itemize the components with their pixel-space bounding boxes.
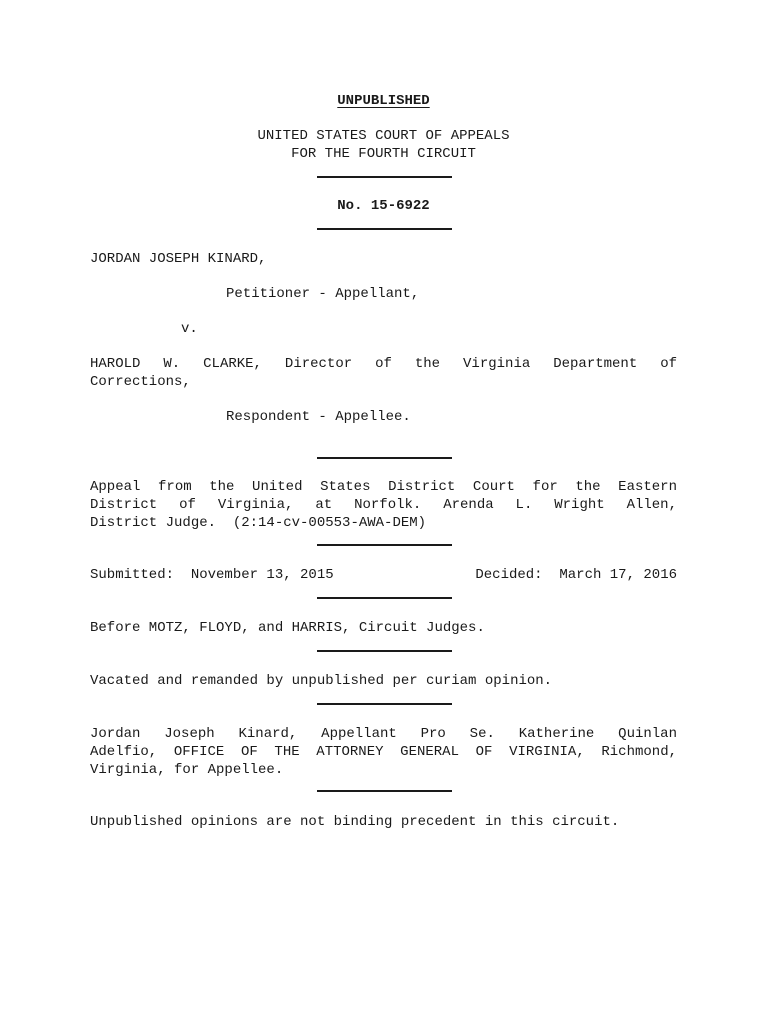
submitted-date: Submitted: November 13, 2015 <box>90 567 334 583</box>
respondent-name-line-1: HAROLD W. CLARKE, Director of the Virginia Department of <box>90 356 677 372</box>
counsel-line-3: Virginia, for Appellee. <box>90 762 284 778</box>
appeal-line-1: Appeal from the United States District Court for the Eastern <box>90 479 677 495</box>
case-number: No. 15-6922 <box>337 198 430 214</box>
court-name-line-1: UNITED STATES COURT OF APPEALS <box>257 128 510 144</box>
divider-rule <box>317 544 452 546</box>
counsel-line-1: Jordan Joseph Kinard, Appellant Pro Se. Katherine Quinlan <box>90 726 677 742</box>
disposition: Vacated and remanded by unpublished per curiam opinion. <box>90 673 553 689</box>
petitioner-name: JORDAN JOSEPH KINARD, <box>90 251 267 267</box>
versus: v. <box>181 321 198 337</box>
petitioner-role: Petitioner - Appellant, <box>226 286 420 302</box>
footer-note: Unpublished opinions are not binding precedent in this circuit. <box>90 814 620 830</box>
appeal-line-2: District of Virginia, at Norfolk. Arenda L. Wright Allen, <box>90 497 677 513</box>
dates-row <box>90 566 677 584</box>
publication-status: UNPUBLISHED <box>337 93 430 109</box>
divider-rule <box>317 457 452 459</box>
counsel-line-2: Adelfio, OFFICE OF THE ATTORNEY GENERAL OF VIRGINIA, Richmond, <box>90 744 677 760</box>
divider-rule <box>317 790 452 792</box>
panel-judges: Before MOTZ, FLOYD, and HARRIS, Circuit Judges. <box>90 620 485 636</box>
opinion-page <box>90 0 677 1024</box>
divider-rule <box>317 176 452 178</box>
respondent-role: Respondent - Appellee. <box>226 409 411 425</box>
divider-rule <box>317 228 452 230</box>
decided-date: Decided: March 17, 2016 <box>475 567 677 583</box>
court-name-line-2: FOR THE FOURTH CIRCUIT <box>291 146 476 162</box>
divider-rule <box>317 597 452 599</box>
divider-rule <box>317 650 452 652</box>
divider-rule <box>317 703 452 705</box>
appeal-line-3: District Judge. (2:14-cv-00553-AWA-DEM) <box>90 515 427 531</box>
respondent-name-line-2: Corrections, <box>90 374 191 390</box>
